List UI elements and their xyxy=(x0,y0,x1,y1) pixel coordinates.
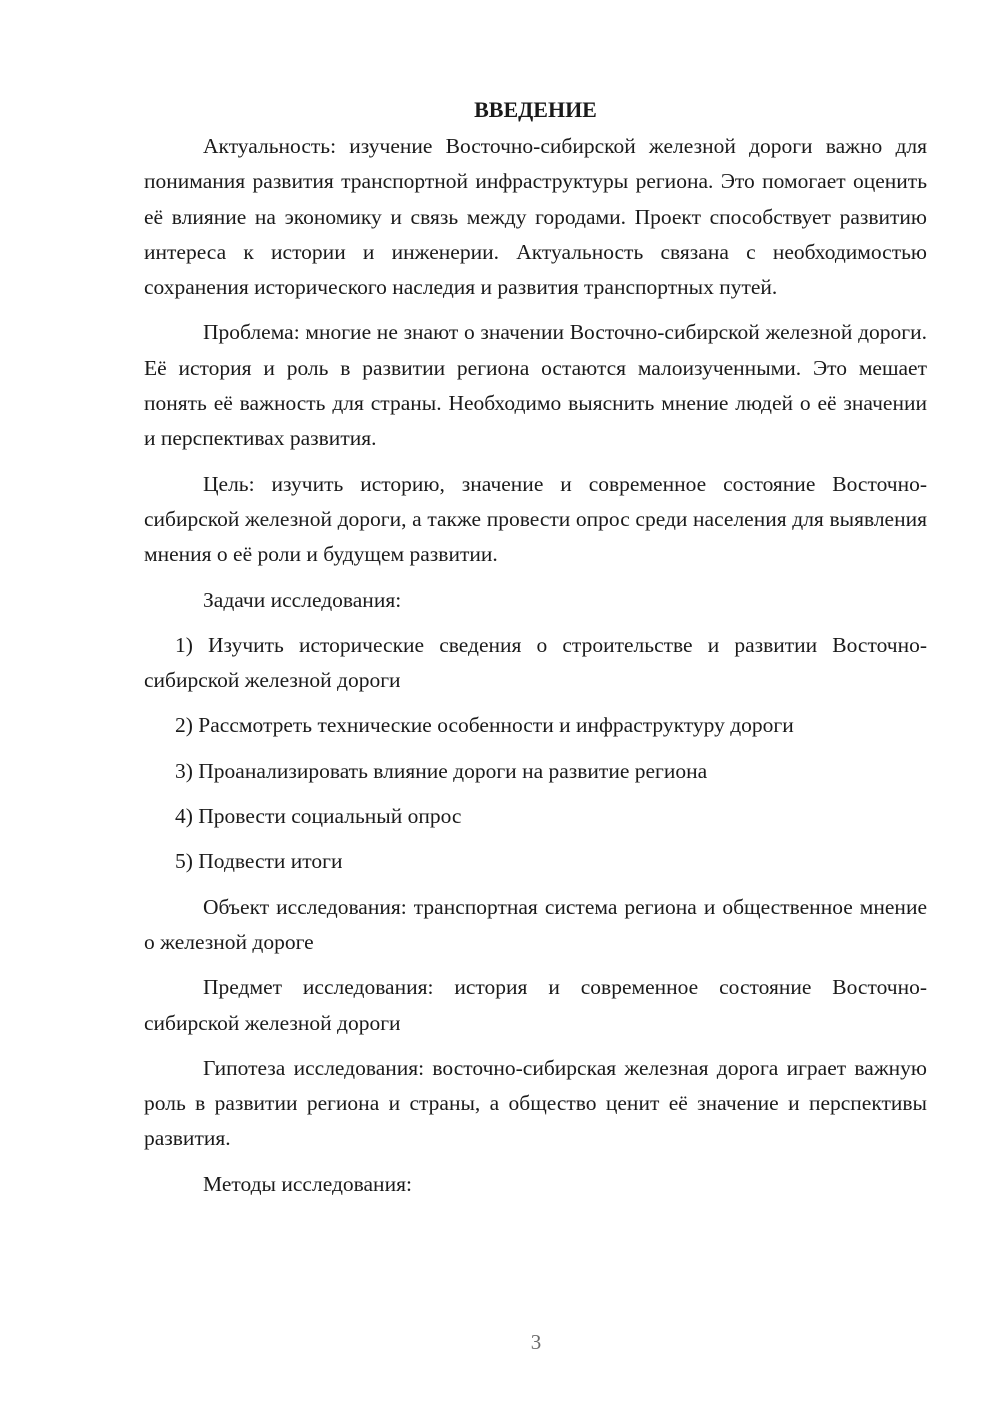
paragraph-relevance: Актуальность: изучение Восточно-сибирской железной дороги важно для понимания развития транспортной инфраструктуры региона. Это помогает оценить её влияние на экономику и связь между городами. Проект способствует развитию интереса к истории и инженерии. Актуальность связана с необходимостью сохранения исторического наследия и развития транспортных путей. xyxy=(144,134,927,300)
tasks-title: Задачи исследования: xyxy=(203,587,402,612)
task-item-1: 1) Изучить исторические сведения о строительстве и развитии Восточно-сибирской железной дороги xyxy=(144,632,927,693)
page-number: 3 xyxy=(530,1330,542,1354)
document-page xyxy=(144,92,927,1202)
task-item-4: 4) Провести социальный опрос xyxy=(175,804,462,829)
task-item-3: 3) Проанализировать влияние дороги на развитие региона xyxy=(175,758,708,783)
paragraph-hypothesis: Гипотеза исследования: восточно-сибирская железная дорога играет важную роль в развитии региона и страны, а общество ценит её значение и перспективы развития. xyxy=(144,1055,927,1151)
methods-title: Методы исследования: xyxy=(203,1171,412,1196)
page-title: ВВЕДЕНИЕ xyxy=(474,97,597,122)
paragraph-problem: Проблема: многие не знают о значении Восточно-сибирской железной дороги. Её история и роль в развитии региона остаются малоизученными. Это мешает понять её важность для страны. Необходимо выяснить мнение людей о её значении и перспективах развития. xyxy=(144,320,927,451)
paragraph-object: Объект исследования: транспортная система региона и общественное мнение о железной дороге xyxy=(144,894,927,954)
paragraph-subject: Предмет исследования: история и современное состояние Восточно-сибирской железной дороги xyxy=(144,975,927,1035)
task-item-2: 2) Рассмотреть технические особенности и инфраструктуру дороги xyxy=(175,713,794,738)
paragraph-goal: Цель: изучить историю, значение и современное состояние Восточно-сибирской железной дороги, а также провести опрос среди населения для выявления мнения о её роли и будущем развитии. xyxy=(144,471,927,567)
task-item-5: 5) Подвести итоги xyxy=(175,849,343,874)
